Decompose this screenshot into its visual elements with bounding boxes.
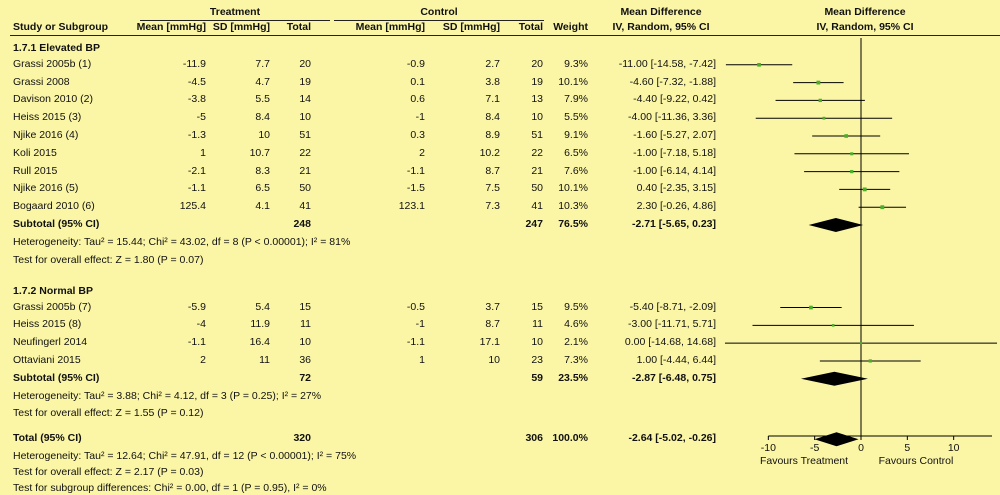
treatment-total: 36 [299,353,311,366]
total-label: Total (95% CI) [13,432,82,445]
mean-difference-ci: 0.00 [-14.68, 14.68] [624,336,716,349]
treatment-sd: 11.9 [250,318,270,331]
control-mean: 0.3 [410,129,425,141]
mean-difference-ci: 1.00 [-4.44, 6.44] [636,353,716,366]
treatment-total: 14 [299,93,311,106]
weight: 10.3% [558,200,588,213]
treatment-mean: -4.5 [187,75,206,88]
treatment-mean: 1 [200,146,206,159]
treatment-mean: -1.1 [187,336,206,349]
treatment-sd: 8.3 [255,164,270,177]
control-mean: -0.9 [406,57,425,70]
overall-effect-text: Test for overall effect: Z = 1.80 (P = 0.07) [13,253,204,266]
control-sd: 3.7 [485,300,500,313]
total-overall-effect-text: Test for overall effect: Z = 2.17 (P = 0.03) [13,465,204,478]
control-sd: 2.7 [485,57,500,70]
weight: 2.1% [564,336,588,349]
control-mean: -0.5 [406,300,425,313]
mean-difference-ci: 2.30 [-0.26, 4.86] [636,200,716,213]
treatment-mean: -5.9 [187,300,206,313]
treatment-mean: -4 [196,318,206,331]
control-mean: -1 [415,111,425,124]
study-name: Njike 2016 (4) [13,129,79,141]
study-name: Grassi 2005b (7) [13,300,92,313]
treatment-mean: -1.1 [187,182,206,195]
control-mean: -1.1 [406,164,425,177]
treatment-mean: -3.8 [187,93,206,106]
subtotal-ci: -2.87 [-6.48, 0.75] [631,371,716,384]
control-sd: 7.5 [485,182,500,195]
mean-difference-ci: -5.40 [-8.71, -2.09] [629,300,716,313]
treatment-mean: -5 [196,111,206,124]
treatment-sd: 5.4 [255,300,270,313]
control-mean: -1.1 [406,336,425,349]
control-mean: 2 [419,146,425,159]
treatment-total: 51 [299,129,311,141]
treatment-sd: 4.1 [255,200,270,213]
study-name: Grassi 2008 [13,75,70,88]
t-sd-header: SD [mmHg] [212,21,270,33]
study-column-header: Study or Subgroup [13,21,109,33]
control-sd: 8.7 [485,164,500,177]
subgroup-differences-text: Test for subgroup differences: Chi² = 0.00, df = 1 (P = 0.95), I² = 0% [13,481,327,494]
control-sd: 17.1 [479,336,500,349]
favours-control-label: Favours Control [878,455,954,467]
treatment-mean: 125.4 [179,200,206,213]
t-mean-header: Mean [mmHg] [136,21,206,33]
treatment-mean: -2.1 [187,164,206,177]
study-name: Heiss 2015 (3) [13,111,82,124]
point-estimate [816,81,820,85]
pooled-diamond [814,432,858,446]
subtotal-label: Subtotal (95% CI) [13,371,100,384]
control-total: 19 [531,75,543,88]
treatment-total: 21 [299,164,311,177]
control-mean: 0.6 [410,93,425,106]
heterogeneity-text: Heterogeneity: Tau² = 15.44; Chi² = 43.02, df = 8 (P < 0.00001); I² = 81% [13,235,351,248]
mean-difference-ci: -4.60 [-7.32, -1.88] [629,75,716,88]
overall-effect-text: Test for overall effect: Z = 1.55 (P = 0.12) [13,407,204,420]
point-estimate [819,99,822,102]
mean-difference-ci: -3.00 [-11.71, 5.71] [628,318,716,331]
subgroup-title: 1.7.2 Normal BP [13,284,93,297]
study-name: Grassi 2005b (1) [13,57,92,70]
weight: 10.1% [558,75,588,88]
treatment-total: 10 [299,336,311,349]
total-weight: 100.0% [552,432,588,445]
control-mean: 0.1 [410,75,425,88]
control-total: 51 [531,129,543,141]
treatment-sd: 11 [259,353,270,366]
control-sd: 7.1 [485,93,500,106]
treatment-total: 19 [299,75,311,88]
treatment-total: 15 [299,300,311,313]
subtotal-weight: 76.5% [558,218,588,230]
treatment-header: Treatment [209,6,261,18]
heterogeneity-text: Heterogeneity: Tau² = 3.88; Chi² = 4.12, df = 3 (P = 0.25); I² = 27% [13,389,322,402]
treatment-total: 22 [299,146,311,159]
control-mean: 123.1 [398,200,425,213]
treatment-sd: 10 [258,129,270,141]
x-tick-label: 0 [858,442,864,454]
x-tick-label: 5 [904,442,911,454]
control-total: 13 [531,93,543,106]
md-header: Mean Difference [620,6,702,18]
c-sd-header: SD [mmHg] [442,21,500,33]
c-mean-header: Mean [mmHg] [355,21,425,33]
mean-difference-ci: -11.00 [-14.58, -7.42] [618,57,716,70]
weight: 6.5% [564,146,588,159]
point-estimate [809,306,813,310]
treatment-sd: 5.5 [255,93,270,106]
total-control-total: 306 [525,432,543,445]
t-total-header: Total [286,21,311,33]
x-tick-label: -5 [809,442,820,454]
weight: 7.9% [564,93,588,106]
point-estimate [757,63,761,67]
study-name: Ottaviani 2015 [13,353,81,366]
subtotal-control-total: 247 [525,218,543,230]
treatment-sd: 10.7 [249,146,270,159]
point-estimate [869,359,872,362]
mean-difference-ci: -1.00 [-6.14, 4.14] [633,164,716,177]
control-total: 10 [531,111,543,124]
total-ci: -2.64 [-5.02, -0.26] [628,432,716,445]
x-tick-label: -10 [760,442,776,454]
control-sd: 8.4 [485,111,500,124]
treatment-total: 20 [299,57,311,70]
point-estimate [860,342,862,344]
subtotal-treatment-total: 248 [293,218,311,230]
control-sd: 8.7 [485,318,500,331]
mean-difference-ci: -1.60 [-5.27, 2.07] [633,129,716,141]
weight: 7.3% [564,353,588,366]
control-total: 22 [531,146,543,159]
control-header: Control [420,6,458,18]
treatment-sd: 6.5 [255,182,270,195]
control-sd: 7.3 [485,200,500,213]
control-mean: 1 [419,353,425,366]
c-total-header: Total [518,21,543,33]
control-total: 15 [531,300,543,313]
control-sd: 10.2 [479,146,500,159]
point-estimate [832,324,835,327]
study-name: Bogaard 2010 (6) [13,200,95,213]
x-tick-label: 10 [947,442,960,454]
weight: 10.1% [558,182,588,195]
control-total: 20 [531,57,543,70]
control-sd: 8.9 [485,129,500,141]
point-estimate [880,205,884,209]
control-mean: -1 [415,318,425,331]
plot-subheader: IV, Random, 95% CI [816,21,914,33]
treatment-sd: 7.7 [255,57,270,70]
study-name: Davison 2010 (2) [13,93,93,106]
study-name: Heiss 2015 (8) [13,318,82,331]
treatment-mean: -1.3 [187,129,206,141]
mean-difference-ci: -4.00 [-11.36, 3.36] [628,111,716,124]
weight: 7.6% [564,164,588,177]
treatment-total: 41 [299,200,311,213]
control-total: 21 [531,164,543,177]
point-estimate [850,170,853,173]
control-total: 23 [531,353,543,366]
point-estimate [844,134,848,138]
weight: 9.5% [564,300,588,313]
weight: 4.6% [564,318,588,331]
pooled-diamond [809,218,863,232]
treatment-sd: 4.7 [255,75,270,88]
subtotal-treatment-total: 72 [299,371,311,384]
point-estimate [863,187,867,191]
study-name: Njike 2016 (5) [13,182,79,195]
weight-header: Weight [553,21,588,33]
study-name: Rull 2015 [13,164,58,177]
md-subheader: IV, Random, 95% CI [612,21,710,33]
subtotal-label: Subtotal (95% CI) [13,218,100,230]
point-estimate [850,152,853,155]
control-sd: 10 [488,353,500,366]
subtotal-weight: 23.5% [558,371,588,384]
treatment-total: 10 [299,111,311,124]
total-treatment-total: 320 [293,432,311,445]
weight: 5.5% [564,111,588,124]
point-estimate [823,117,826,120]
control-total: 11 [532,318,543,331]
treatment-sd: 8.4 [255,111,270,124]
weight: 9.3% [564,57,588,70]
treatment-mean: -11.9 [182,57,206,70]
plot-header: Mean Difference [824,6,906,18]
favours-treatment-label: Favours Treatment [759,455,849,467]
treatment-total: 11 [300,318,311,331]
control-sd: 3.8 [485,75,500,88]
weight: 9.1% [564,129,588,141]
control-total: 41 [531,200,543,213]
control-mean: -1.5 [406,182,425,195]
treatment-sd: 16.4 [249,336,270,349]
subgroup-title: 1.7.1 Elevated BP [13,42,100,54]
pooled-diamond [801,372,868,386]
mean-difference-ci: -1.00 [-7.18, 5.18] [633,146,716,159]
subtotal-control-total: 59 [531,371,543,384]
study-name: Neufingerl 2014 [13,336,88,349]
mean-difference-ci: 0.40 [-2.35, 3.15] [636,182,716,195]
mean-difference-ci: -4.40 [-9.22, 0.42] [633,93,716,106]
subtotal-ci: -2.71 [-5.65, 0.23] [631,218,716,230]
total-heterogeneity-text: Heterogeneity: Tau² = 12.64; Chi² = 47.91, df = 12 (P < 0.00001); I² = 75% [13,450,357,463]
treatment-mean: 2 [200,353,206,366]
control-total: 50 [531,182,543,195]
study-name: Koli 2015 [13,146,57,159]
treatment-total: 50 [299,182,311,195]
control-total: 10 [531,336,543,349]
